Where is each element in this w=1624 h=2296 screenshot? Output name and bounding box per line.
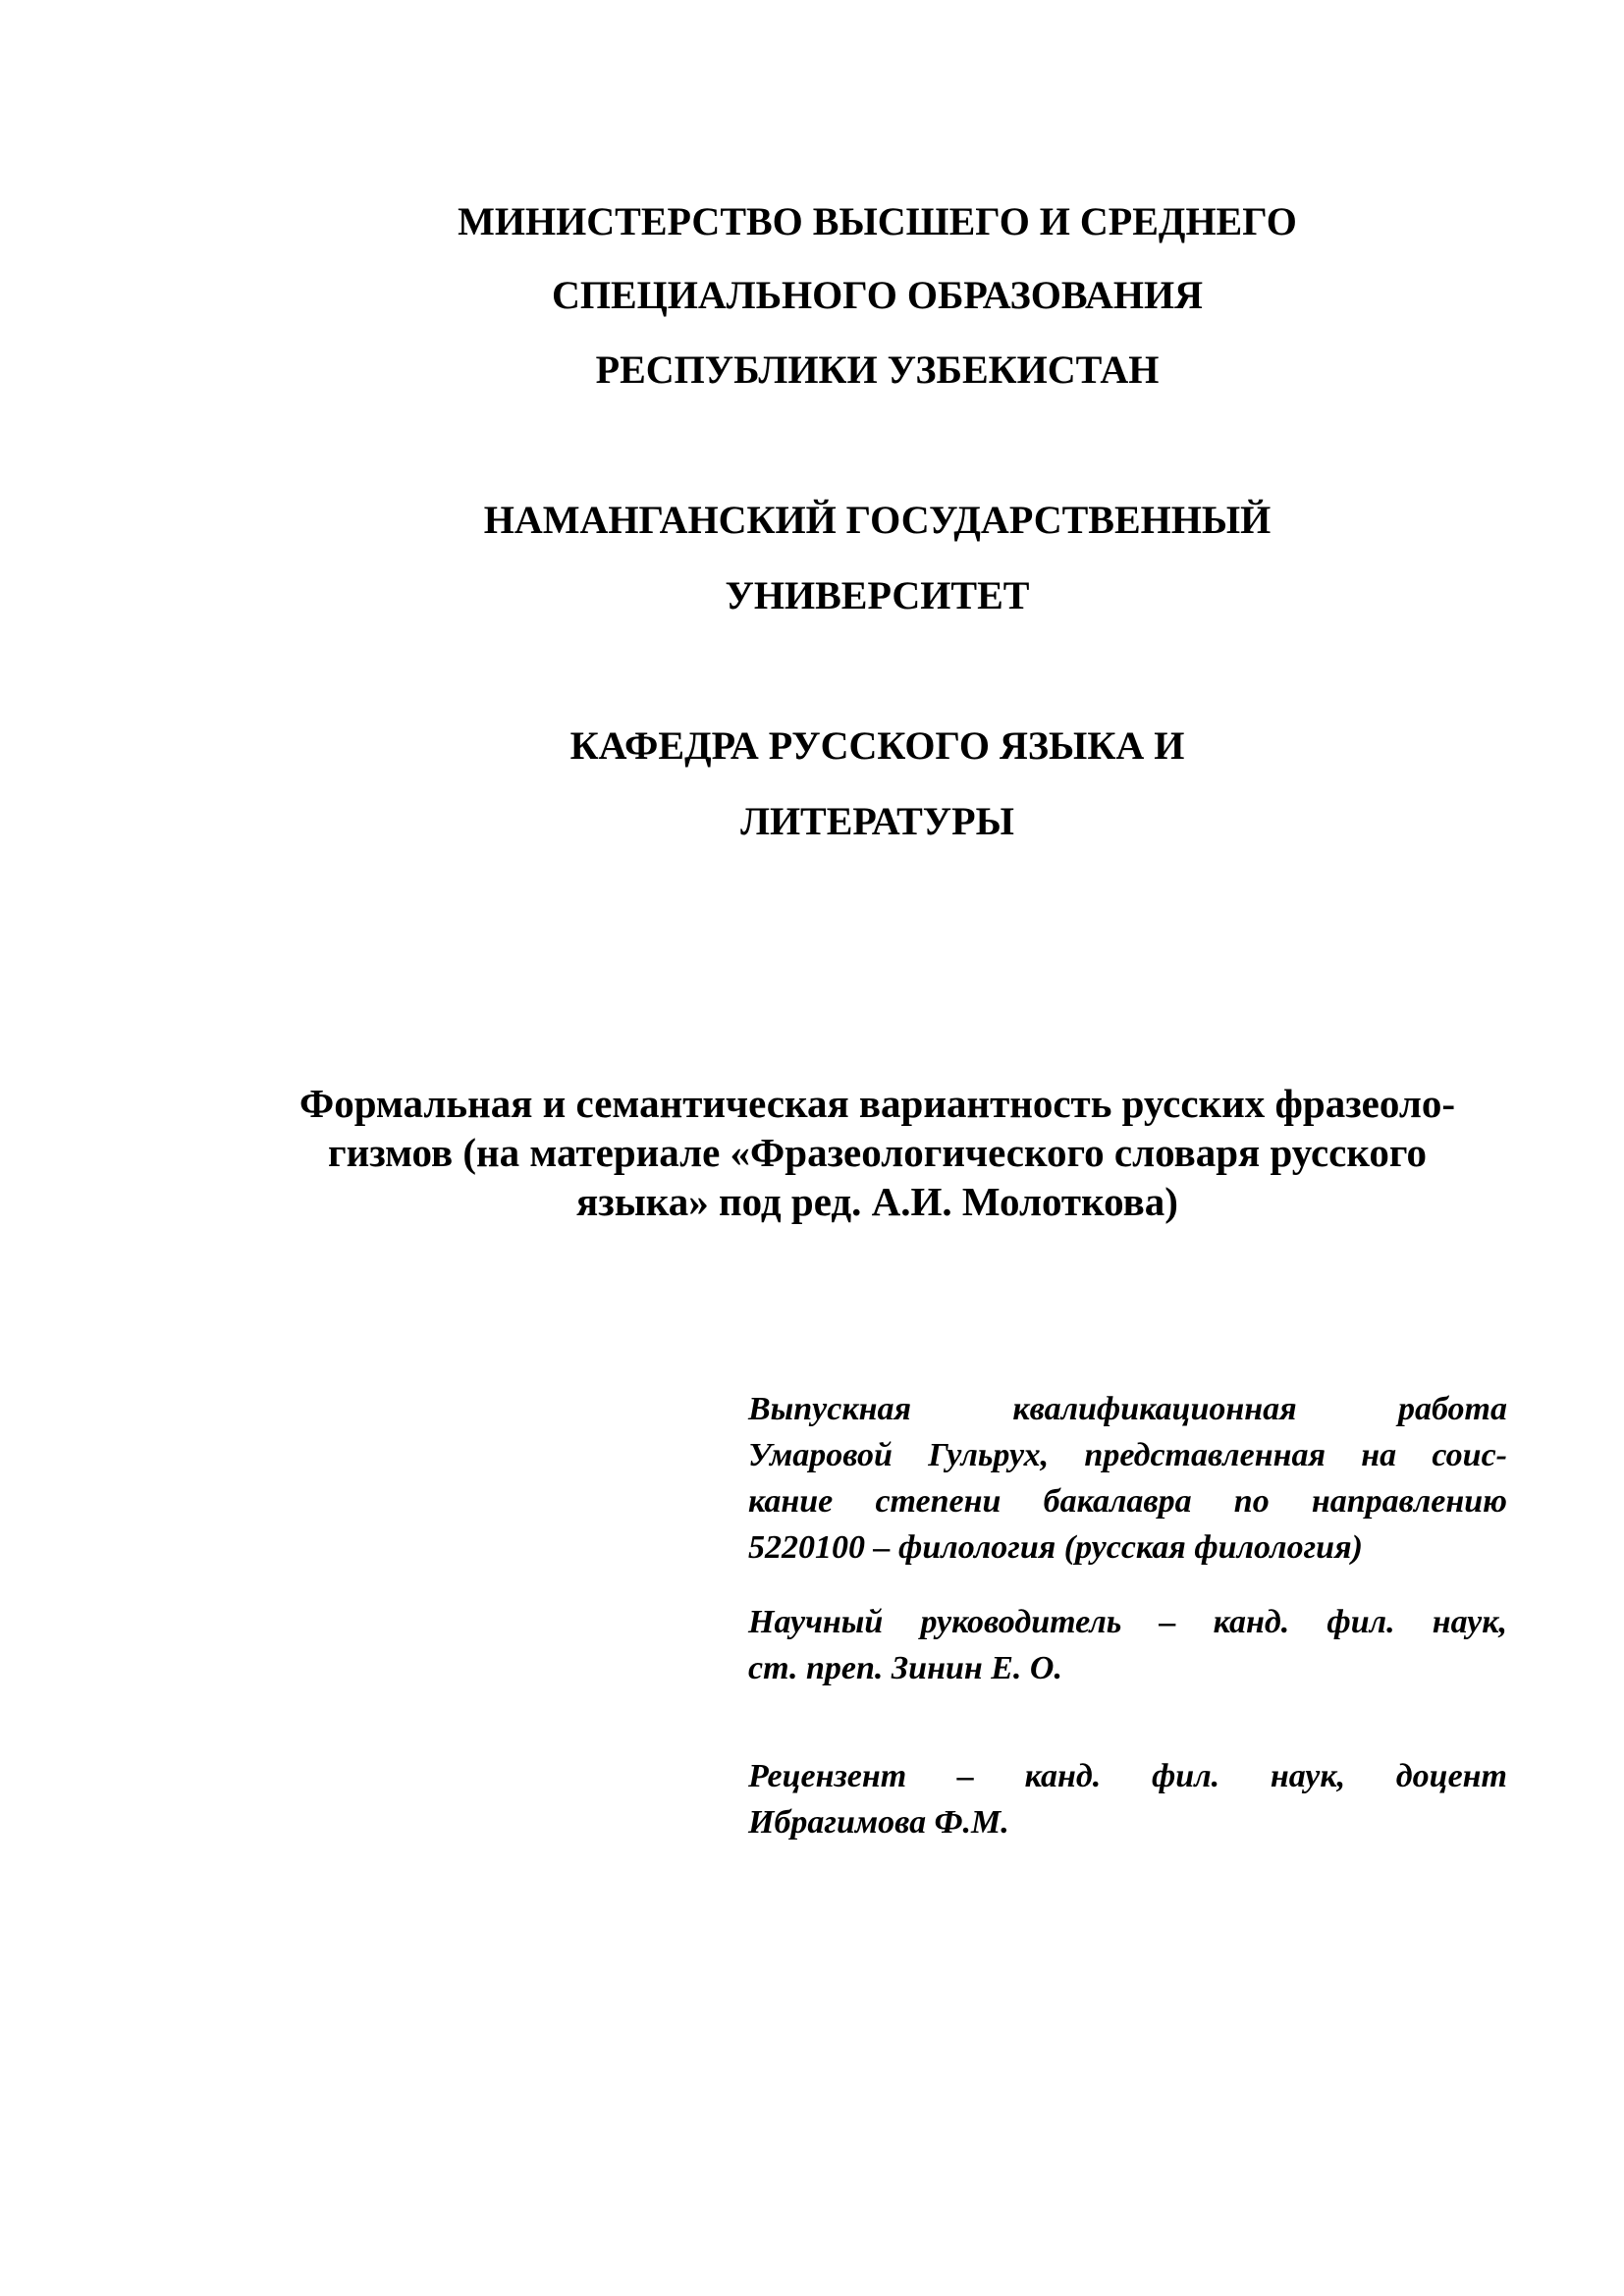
supervisor-line-1: Научный руководитель – канд. фил. наук, — [748, 1604, 1507, 1640]
ministry-line-3: РЕСПУБЛИКИ УЗБЕКИСТАН — [595, 347, 1160, 392]
reviewer-info — [748, 1753, 1507, 1845]
reviewer-line-1: Рецензент – канд. фил. наук, доцент — [748, 1758, 1507, 1794]
thesis-title-line-3: языка» под ред. А.И. Молоткова) — [576, 1179, 1178, 1224]
work-description-line-3: кание степени бакалавра по направлению — [748, 1483, 1507, 1520]
reviewer-line-2: Ибрагимова Ф.М. — [748, 1804, 1009, 1841]
work-description-line-4: 5220100 – филология (русская филология) — [748, 1529, 1363, 1566]
thesis-title-line-2: гизмов (на материале «Фразеологического словаря русского — [327, 1130, 1428, 1175]
work-description — [748, 1386, 1507, 1571]
ministry-line-1: МИНИСТЕРСТВО ВЫСШЕГО И СРЕДНЕГО — [458, 199, 1297, 243]
thesis-title-line-1: Формальная и семантическая вариантность русских фразеоло- — [299, 1081, 1455, 1126]
work-description-line-2: Умаровой Гульрух, представленная на соис- — [748, 1437, 1507, 1473]
university-line-2: УНИВЕРСИТЕТ — [725, 573, 1030, 617]
department-line-1: КАФЕДРА РУССКОГО ЯЗЫКА И — [569, 723, 1185, 768]
supervisor-line-2: ст. преп. Зинин Е. О. — [748, 1650, 1062, 1686]
work-description-line-1: Выпускная квалификационная работа — [748, 1391, 1507, 1427]
university-line-1: НАМАНГАНСКИЙ ГОСУДАРСТВЕННЫЙ — [483, 498, 1272, 542]
ministry-line-2: СПЕЦИАЛЬНОГО ОБРАЗОВАНИЯ — [552, 273, 1203, 317]
department-line-2: ЛИТЕРАТУРЫ — [740, 799, 1014, 843]
supervisor-info — [748, 1599, 1507, 1691]
